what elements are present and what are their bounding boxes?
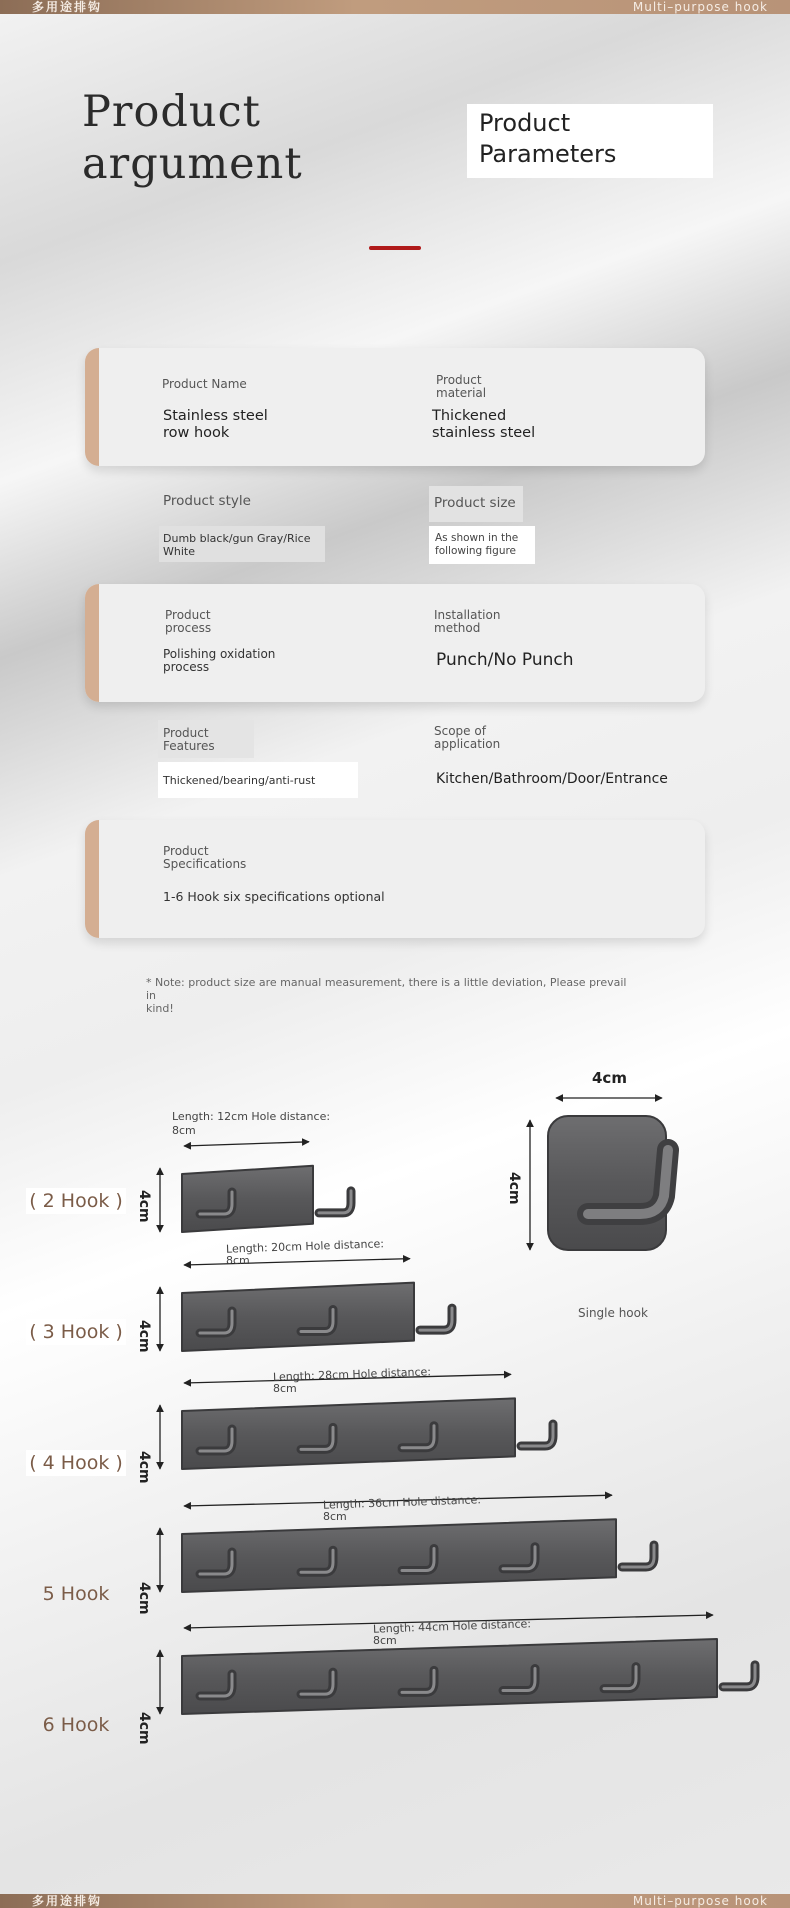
hook-label-6: 6 Hook (42, 1714, 110, 1736)
install-label-2: method (434, 621, 481, 635)
title-line-1: Product (82, 87, 261, 137)
note-line-1: * Note: product size are manual measurement, there is a little deviation, Please prevail in (146, 976, 627, 1002)
spec-label-1: Product (163, 844, 209, 858)
hook (521, 1424, 553, 1446)
material-label-2: material (436, 386, 487, 400)
material-value-2: stainless steel (432, 425, 536, 441)
single-hook-height: 4cm (506, 1172, 522, 1205)
hook-label-2: ( 2 Hook ) (26, 1188, 126, 1214)
length-6-line-2: 8cm (373, 1634, 397, 1647)
install-value: Punch/No Punch (436, 650, 574, 670)
note-line-2: kind! (146, 1002, 174, 1015)
size-label: Product size (434, 495, 516, 511)
process-value-2: process (163, 660, 210, 674)
banner-right-text: Multi–purpose hook (632, 0, 768, 14)
install-label-1: Installation (434, 608, 501, 622)
footer-right-text: Multi–purpose hook (632, 1894, 768, 1908)
hook-label-5: 5 Hook (42, 1583, 110, 1605)
params-title-line-2: Parameters (479, 140, 617, 168)
single-hook-width: 4cm (592, 1069, 627, 1087)
length-6-line-1: Length: 44cm Hole distance: (372, 1617, 532, 1636)
params-title-line-1: Product (479, 109, 571, 137)
bottom-banner (0, 1894, 790, 1908)
hook (723, 1665, 755, 1687)
product-name-value-2: row hook (163, 425, 230, 441)
height-2: 4cm (136, 1190, 152, 1223)
hook (622, 1545, 654, 1567)
product-name-label: Product Name (162, 377, 247, 391)
process-value-1: Polishing oxidation (163, 647, 276, 661)
spec-label-2: Specifications (163, 857, 247, 871)
height-5: 4cm (136, 1582, 152, 1615)
title-line-2: argument (82, 139, 303, 189)
single-hook-illustration (530, 1098, 668, 1250)
features-value: Thickened/bearing/anti-rust (163, 774, 316, 787)
height-4: 4cm (136, 1451, 152, 1484)
length-3-line-1: Length: 20cm Hole distance: (225, 1237, 385, 1256)
single-hook-caption: Single hook (578, 1306, 648, 1320)
length-arrow (184, 1259, 410, 1265)
length-5-line-1: Length: 36cm Hole distance: (322, 1493, 482, 1512)
rack-plate (182, 1283, 414, 1351)
process-label-2: process (165, 621, 212, 635)
style-value-2: White (163, 545, 195, 558)
features-label-2: Features (163, 739, 215, 753)
style-label: Product style (163, 493, 251, 509)
product-name-value-1: Stainless steel (163, 408, 268, 424)
material-value-1: Thickened (432, 408, 507, 424)
footer-left-text: 多用途排钩 (32, 1894, 103, 1908)
scope-label-1: Scope of (434, 724, 486, 738)
length-2-line-1: Length: 12cm Hole distance: (172, 1110, 331, 1123)
material-label-1: Product (436, 373, 482, 387)
style-value-1: Dumb black/gun Gray/Rice (163, 532, 311, 545)
size-value-1: As shown in the (435, 532, 519, 544)
height-3: 4cm (136, 1320, 152, 1353)
scope-label-2: application (434, 737, 501, 751)
length-arrow (184, 1142, 309, 1146)
scope-value: Kitchen/Bathroom/Door/Entrance (436, 771, 668, 787)
hook (420, 1308, 452, 1330)
length-4-line-2: 8cm (273, 1382, 297, 1395)
spec-value: 1-6 Hook six specifications optional (163, 889, 385, 904)
size-value-2: following figure (435, 545, 517, 557)
rack-plate (182, 1519, 616, 1592)
length-3-line-2: 8cm (226, 1254, 250, 1267)
height-6: 4cm (136, 1712, 152, 1745)
length-4-line-1: Length: 28cm Hole distance: (272, 1365, 432, 1384)
hook-label-4: ( 4 Hook ) (26, 1450, 126, 1476)
features-label-1: Product (163, 726, 209, 740)
length-5-line-2: 8cm (323, 1510, 347, 1523)
banner-left-text: 多用途排钩 (32, 0, 103, 14)
length-2-line-2: 8cm (172, 1124, 196, 1137)
hook-label-3: ( 3 Hook ) (26, 1319, 126, 1345)
hook (319, 1191, 351, 1213)
process-label-1: Product (165, 608, 211, 622)
rack-plate (182, 1166, 313, 1232)
